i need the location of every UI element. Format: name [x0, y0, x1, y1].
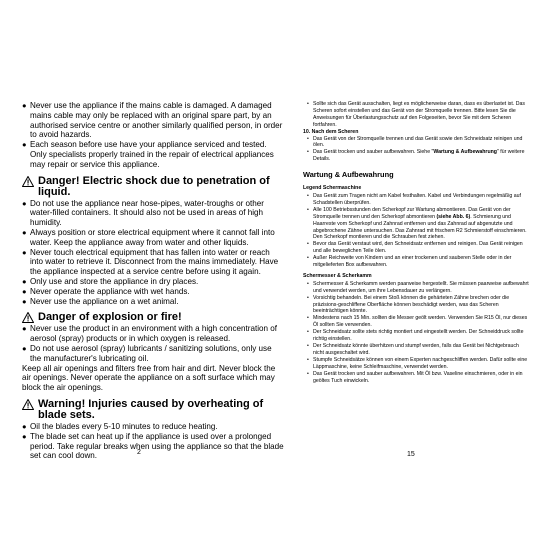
- bullet-item: ● Oil the blades every 5-10 minutes to reduce heating.: [22, 422, 284, 432]
- text-part: . Schmierung und Haarreste vom Scherkopf und Zahnrad entfernen und das Zahnrad auf abgenutzte und abgebrochene Zähne untersuchen. Das Zahnrad mit frischem R2 Schmierstoff einschmieren. Den Scherkopf montieren und die Schrauben fest ziehen.: [313, 213, 527, 241]
- bullet-item: • Das Gerät trocken und sauber aufbewahren. Mit Öl bzw. Vaseline einschmieren, oder in ein geöltes Tuch einwickeln.: [303, 371, 529, 385]
- bullet-item: ● Never use the product in an environment with a high concentration of aerosol (spray) products or in which oxygen is released.: [22, 324, 284, 344]
- bullet-item: • Bevor das Gerät verstaut wird, den Schneidsatz entfernen und reinigen. Das Gerät reinigen und alle beweglichen Teile ölen.: [303, 241, 529, 255]
- bullet-item: • Das Gerät zum Tragen nicht am Kabel festhalten. Kabel und Verbindungen regelmäßig auf Schadstellen überprüfen.: [303, 193, 529, 207]
- text-part: " für weitere Details.: [313, 149, 525, 163]
- bullet-item: • Stumpfe Schneidsätze können von einem Experten nachgeschliffen werden. Dafür sollte eine Läppmaschine, keine Schleifmaschine, verwendet werden.: [303, 357, 529, 371]
- text-part: Alle 100 Betriebsstunden den Scherkopf zur Wartung abmontieren. Das Gerät von der Stromquelle trennen und den Scherkopf abmontieren: [313, 206, 511, 220]
- blades-heading: Schermesser & Scherkamm: [303, 272, 372, 279]
- bullet-item: ● Never use the appliance if the mains cable is damaged. A damaged mains cable may only be replaced with an original spare part, by an authorised service centre or another similarly qualified person, in order to avoid hazards.: [22, 101, 284, 140]
- step-10-heading: 10. Nach dem Scheren: [303, 128, 359, 135]
- warning-triangle-icon: [22, 312, 34, 323]
- explosion-note: Keep all air openings and filters free from hair and dirt. Never block the air openings. Never operate the appliance on a soft surface which may block the air openings.: [22, 363, 276, 393]
- legend-heading: Legend Schermaschine: [303, 185, 362, 192]
- bullet-item: ● Never operate the appliance with wet hands.: [22, 287, 284, 297]
- bullet-item: • Vorsichtig behandeln. Bei einem Stoß können die gehärteten Zähne brechen oder die präzisions-geschliffene Oberfläche können beschädigt werden, was das Scheren beeinträchtigen könnte.: [303, 295, 529, 316]
- bullet-item: • Schermesser & Scherkamm werden paarweise hergestellt. Sie müssen paarweise aufbewahrt und verwendet werden, um ihre Lebensdauer zu verlängern.: [303, 281, 529, 295]
- bullet-item: ● Never use the appliance on a wet animal.: [22, 297, 284, 307]
- overheat-warning-heading: [22, 399, 284, 421]
- bullet-item: ● Always position or store electrical equipment where it cannot fall into water. Keep the appliance away from water and other liquids.: [22, 228, 284, 248]
- bullet-item: ● Do not use the appliance near hose-pipes, water-troughs or other water-filled containers. It should also not be used in areas of high humidity.: [22, 199, 284, 228]
- overheat-heading-text: Warning! Injuries caused by overheating of blade sets.: [38, 397, 264, 421]
- right-page-number: 15: [407, 451, 415, 458]
- explosion-heading-text: Danger of explosion or fire!: [38, 311, 182, 324]
- bullet-item: • Der Schneidsatz könnte überhitzen und stumpf werden, falls das Gerät bei Nichtgebrauch nicht ausgeschaltet wird.: [303, 343, 529, 357]
- bullet-item: ● Do not use aerosol (spray) lubricants / sanitizing solutions, only use the manufacturer's lubricating oil.: [22, 344, 284, 364]
- text-part: Das Gerät trocken und sauber aufbewahren. Siehe ": [313, 149, 434, 156]
- bullet-item: • Das Gerät von der Stromquelle trennen und das Gerät sowie den Schneidsatz reinigen und ölen.: [303, 136, 529, 150]
- cross-reference: Wartung & Aufbewahrung: [433, 149, 497, 156]
- left-page-column: [22, 101, 284, 461]
- bullet-item: ● Never touch electrical equipment that has fallen into water or reach into water to retrieve it. Disconnect from the mains immediately. Have the appliance inspected at a service centre before using it again.: [22, 248, 284, 277]
- bullet-item: [303, 207, 529, 242]
- right-page-column: [303, 101, 529, 384]
- bullet-item: ● Each season before use have your appliance serviced and tested. Only specialists properly trained in the repair of electrical appliances may repair or service this appliance.: [22, 140, 284, 169]
- bullet-item: • Außer Reichweite von Kindern und an einer trockenen und sauberen Stelle oder in der mitgelieferten Box aufbewahren.: [303, 255, 529, 269]
- bullet-item: ● The blade set can heat up if the appliance is used over a prolonged period. Take regular breaks when using the appliance so that the blade set can cool down.: [22, 432, 284, 461]
- shock-warning-heading: [22, 176, 284, 198]
- section-title: Wartung & Aufbewahrung: [303, 170, 394, 180]
- bullet-item: • Sollte sich das Gerät ausschalten, liegt es möglicherweise daran, dass es überlastet ist. Das Scheren sofort einstellen und das Gerät von der Stromquelle trennen. Bitte lesen Sie die Anweisungen für Überlastungsschutz auf den Folgeseiten, bevor Sie mit dem Scheren fortfahren.: [303, 101, 529, 129]
- bullet-item: [303, 149, 529, 163]
- warning-triangle-icon: [22, 399, 34, 410]
- warning-triangle-icon: [22, 176, 34, 187]
- bullet-item: ● Only use and store the appliance in dry places.: [22, 277, 284, 287]
- bullet-item: • Der Schneidsatz sollte stets richtig montiert und eingestellt werden. Der Schneiddruck sollte richtig einstellen.: [303, 329, 529, 343]
- left-page-number: 2: [137, 449, 141, 456]
- figure-reference: (siehe Abb. 6): [436, 213, 471, 220]
- explosion-warning-heading: [22, 312, 284, 323]
- shock-heading-text: Danger! Electric shock due to penetration of liquid.: [38, 174, 270, 198]
- bullet-item: • Mindestens nach 15 Min. sollten die Messer geölt werden. Verwenden Sie R15 Öl, nur dieses Öl sollten Sie verwenden.: [303, 315, 529, 329]
